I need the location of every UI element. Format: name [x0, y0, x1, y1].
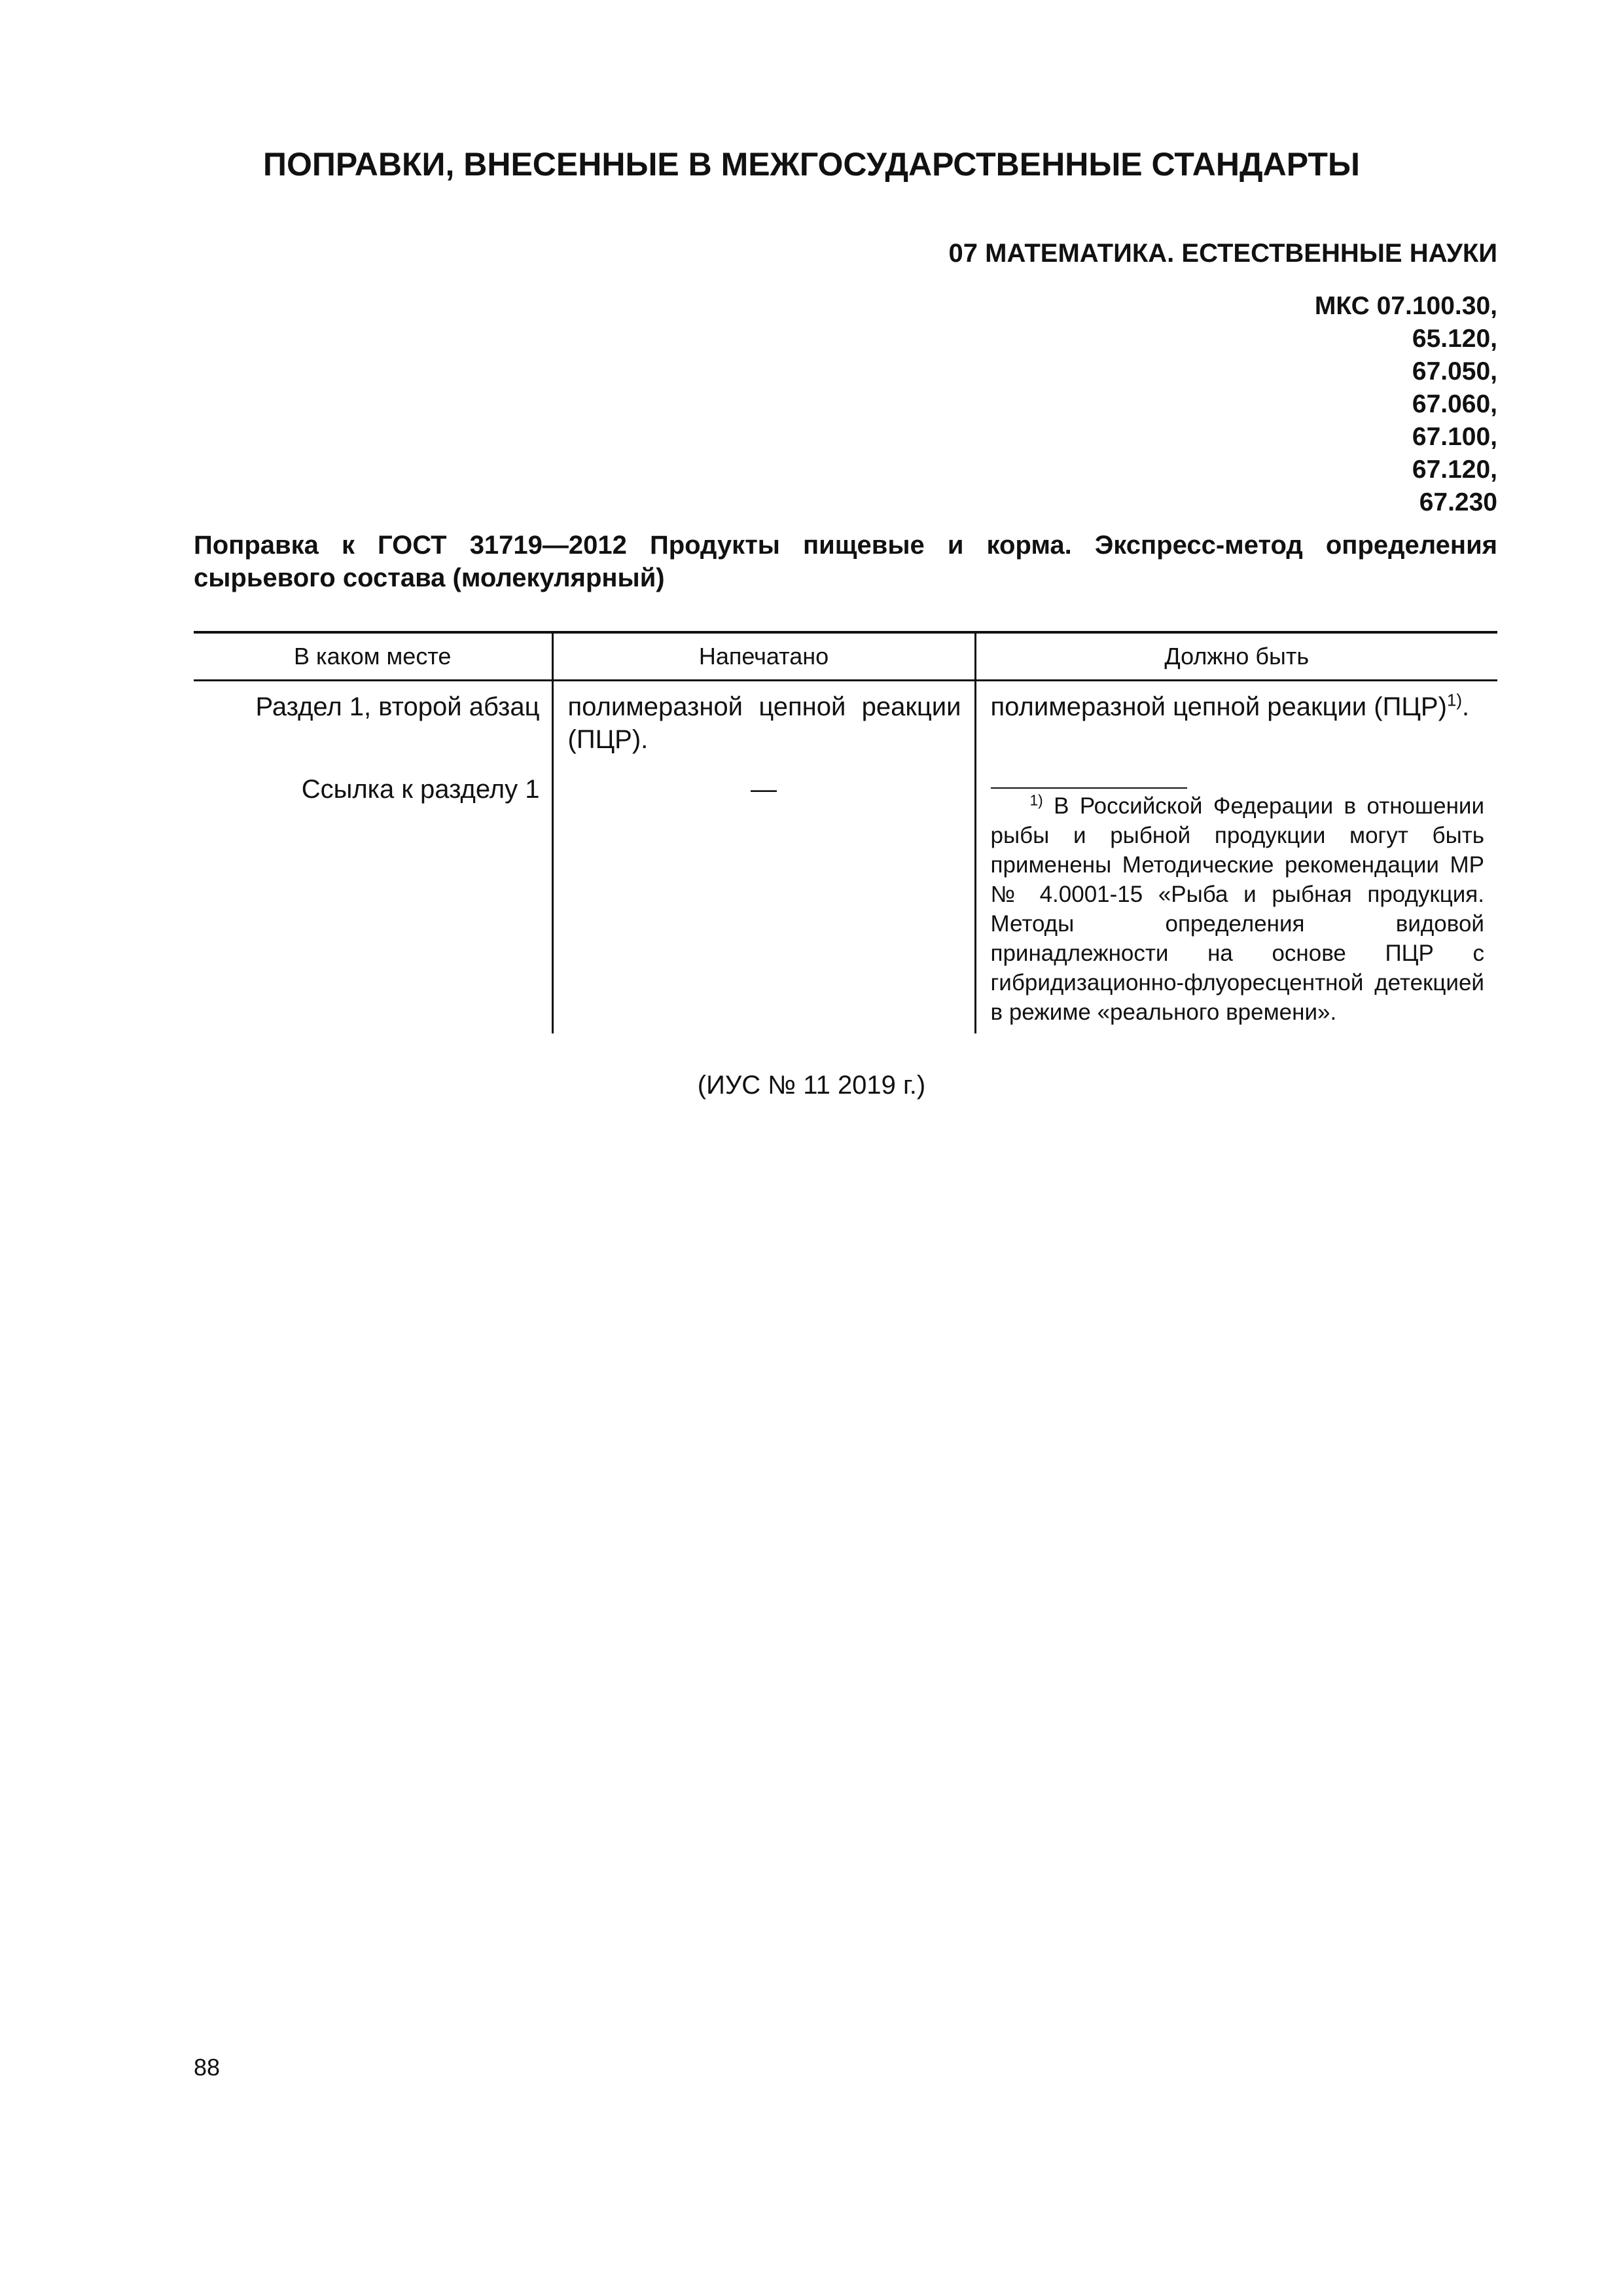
table-row	[194, 681, 1497, 770]
page-title: ПОПРАВКИ, ВНЕСЕННЫЕ В МЕЖГОСУДАРСТВЕННЫЕ СТАНДАРТЫ	[263, 146, 1360, 183]
section-heading: 07 МАТЕМАТИКА. ЕСТЕСТВЕННЫЕ НАУКИ	[948, 239, 1497, 268]
footnote-mark: 1)	[1029, 791, 1043, 809]
column-header-printed: Напечатано	[552, 632, 975, 681]
mks-line: 67.100,	[1412, 423, 1497, 451]
correction-table	[194, 631, 1497, 1033]
mks-line: 67.230	[1419, 488, 1497, 516]
footnote-reference: 1)	[1446, 690, 1463, 710]
page-number: 88	[194, 2054, 221, 2081]
table-row	[194, 769, 1497, 1033]
mks-line: 65.120,	[1412, 325, 1497, 353]
table-header-row	[194, 632, 1497, 681]
column-header-should-be: Должно быть	[975, 632, 1497, 681]
cell-place: Ссылка к разделу 1	[301, 775, 540, 804]
cell-printed: полимеразной цепной реакции (ПЦР).	[552, 681, 975, 770]
footnote-text: В Российской Федерации в отношении рыбы и рыбной продукции могут быть применены Методические рекомендации МР № 4.0001-15 «Рыба и рыбная продукция. Методы определения видовой принадлежности на основе ПЦР с гибридизационно-флуоресцентной детекцией в режиме «реального времени».	[990, 793, 1484, 1025]
source-reference: (ИУС № 11 2019 г.)	[697, 1071, 926, 1100]
cell-should-be	[975, 681, 1497, 770]
cell-place: Раздел 1, второй абзац	[255, 692, 540, 721]
mks-codes	[1315, 290, 1497, 519]
column-header-place: В каком месте	[194, 632, 552, 681]
mks-line: МКС 07.100.30,	[1314, 292, 1497, 320]
cell-should-be	[975, 769, 1497, 1033]
mks-line: 67.120,	[1412, 456, 1497, 484]
mks-line: 67.060,	[1412, 390, 1497, 418]
should-be-tail: .	[1462, 692, 1470, 721]
cell-printed: —	[552, 769, 975, 1033]
amendment-title: Поправка к ГОСТ 31719—2012 Продукты пищевые и корма. Экспресс-метод определения сырьевого состава (молекулярный)	[194, 531, 1497, 592]
footnote-divider	[991, 787, 1187, 789]
should-be-text: полимеразной цепной реакции (ПЦР)	[990, 692, 1447, 721]
footnote	[991, 791, 1485, 1027]
mks-line: 67.050,	[1412, 357, 1497, 386]
